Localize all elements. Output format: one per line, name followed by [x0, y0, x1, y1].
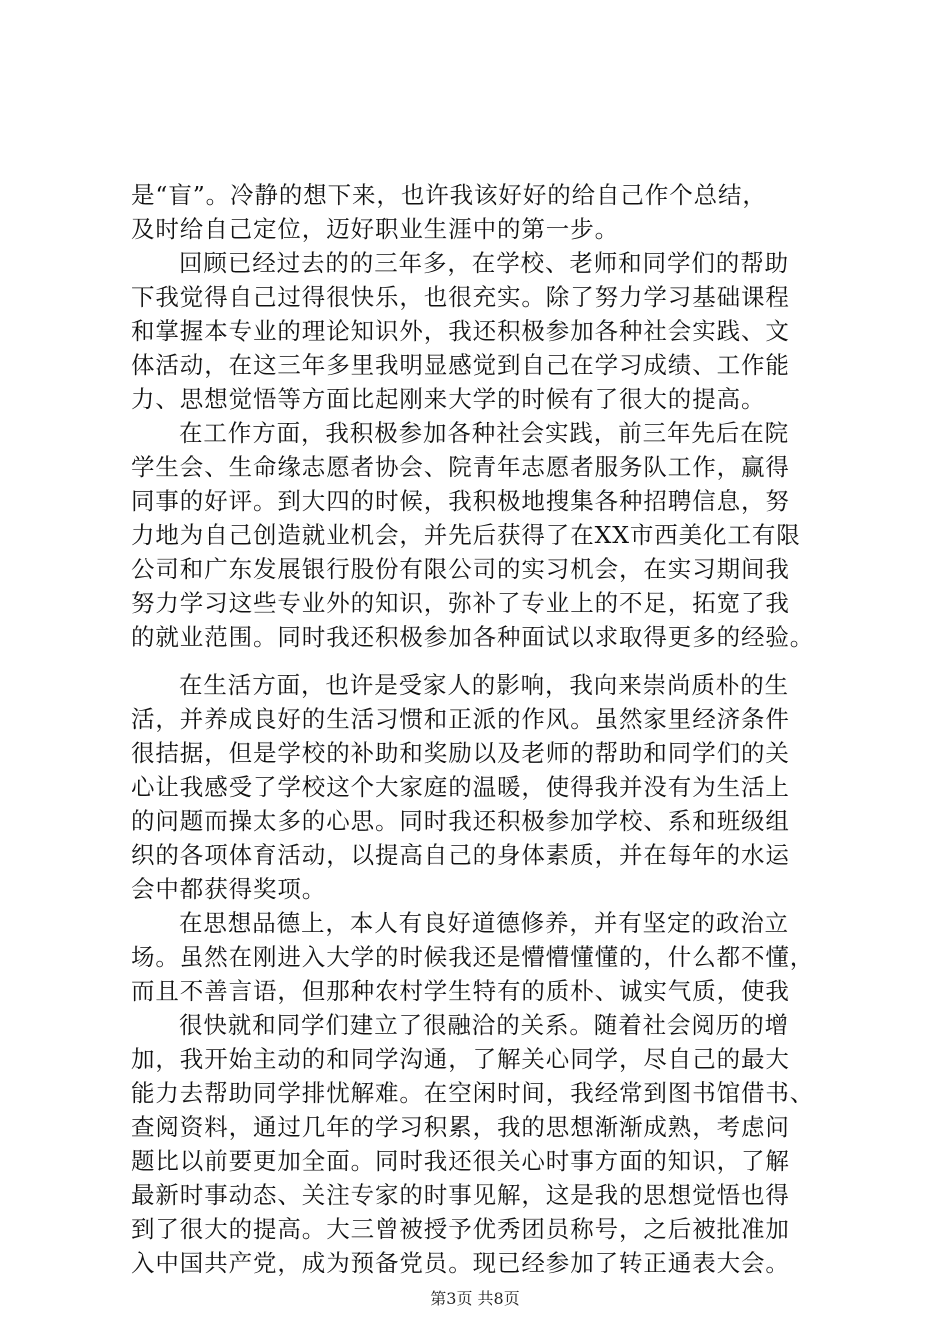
text-line: 题比以前要更加全面。同时我还很关心时事方面的知识，了解: [131, 1147, 790, 1175]
text-line: 努力学习这些专业外的知识，弥补了专业上的不足，拓宽了我: [131, 589, 790, 617]
page-number: 第3页 共8页: [430, 1289, 520, 1308]
paragraph-start: 在思想品德上，本人有良好道德修养，并有坚定的政治立: [179, 909, 789, 937]
text-line: 查阅资料，通过几年的学习积累，我的思想渐渐成熟，考虑问: [131, 1113, 790, 1141]
text-line: 到了很大的提高。大三曾被授予优秀团员称号，之后被批准加: [131, 1215, 790, 1243]
text-line: 及时给自己定位，迈好职业生涯中的第一步。: [131, 215, 619, 243]
paragraph-start: 回顾已经过去的的三年多，在学校、老师和同学们的帮助: [179, 249, 789, 277]
text-line: 入中国共产党，成为预备党员。现已经参加了转正通表大会。: [131, 1249, 790, 1277]
text-line: 的就业范围。同时我还积极参加各种面试以求取得更多的经验。: [131, 623, 815, 651]
text-line: 能力去帮助同学排忧解难。在空闲时间，我经常到图书馆借书、: [131, 1079, 815, 1107]
text-line: 而且不善言语，但那种农村学生特有的质朴、诚实气质，使我: [131, 977, 790, 1005]
text-line: 学生会、生命缘志愿者协会、院青年志愿者服务队工作，赢得: [131, 453, 790, 481]
text-line: 公司和广东发展银行股份有限公司的实习机会，在实习期间我: [131, 555, 790, 583]
text-line: 加，我开始主动的和同学沟通，了解关心同学，尽自己的最大: [131, 1045, 790, 1073]
text-line: 最新时事动态、关注专家的时事见解，这是我的思想觉悟也得: [131, 1181, 790, 1209]
text-line: 场。虽然在刚进入大学的时候我还是懵懵懂懂的，什么都不懂，: [131, 943, 815, 971]
text-line: 是“盲”。冷静的想下来，也许我该好好的给自己作个总结，: [131, 181, 767, 209]
text-line: 力地为自己创造就业机会，并先后获得了在XX市西美化工有限: [131, 521, 801, 549]
text-line: 织的各项体育活动，以提高自己的身体素质，并在每年的水运: [131, 841, 790, 869]
text-line: 体活动，在这三年多里我明显感觉到自己在学习成绩、工作能: [131, 351, 790, 379]
text-line: 同事的好评。到大四的时候，我积极地搜集各种招聘信息，努: [131, 487, 790, 515]
text-line: 心让我感受了学校这个大家庭的温暖，使得我并没有为生活上: [131, 773, 790, 801]
paragraph-start: 在工作方面，我积极参加各种社会实践，前三年先后在院: [179, 419, 789, 447]
text-line: 很拮据，但是学校的补助和奖励以及老师的帮助和同学们的关: [131, 739, 790, 767]
text-line: 力、思想觉悟等方面比起刚来大学的时候有了很大的提高。: [131, 385, 766, 413]
paragraph-start: 在生活方面，也许是受家人的影响，我向来崇尚质朴的生: [179, 671, 789, 699]
text-line: 和掌握本专业的理论知识外，我还积极参加各种社会实践、文: [131, 317, 790, 345]
paragraph-start: 很快就和同学们建立了很融洽的关系。随着社会阅历的增: [179, 1011, 789, 1039]
text-line: 会中都获得奖项。: [131, 875, 327, 903]
text-line: 的问题而操太多的心思。同时我还积极参加学校、系和班级组: [131, 807, 790, 835]
text-line: 活，并养成良好的生活习惯和正派的作风。虽然家里经济条件: [131, 705, 790, 733]
text-line: 下我觉得自己过得很快乐，也很充实。除了努力学习基础课程: [131, 283, 790, 311]
